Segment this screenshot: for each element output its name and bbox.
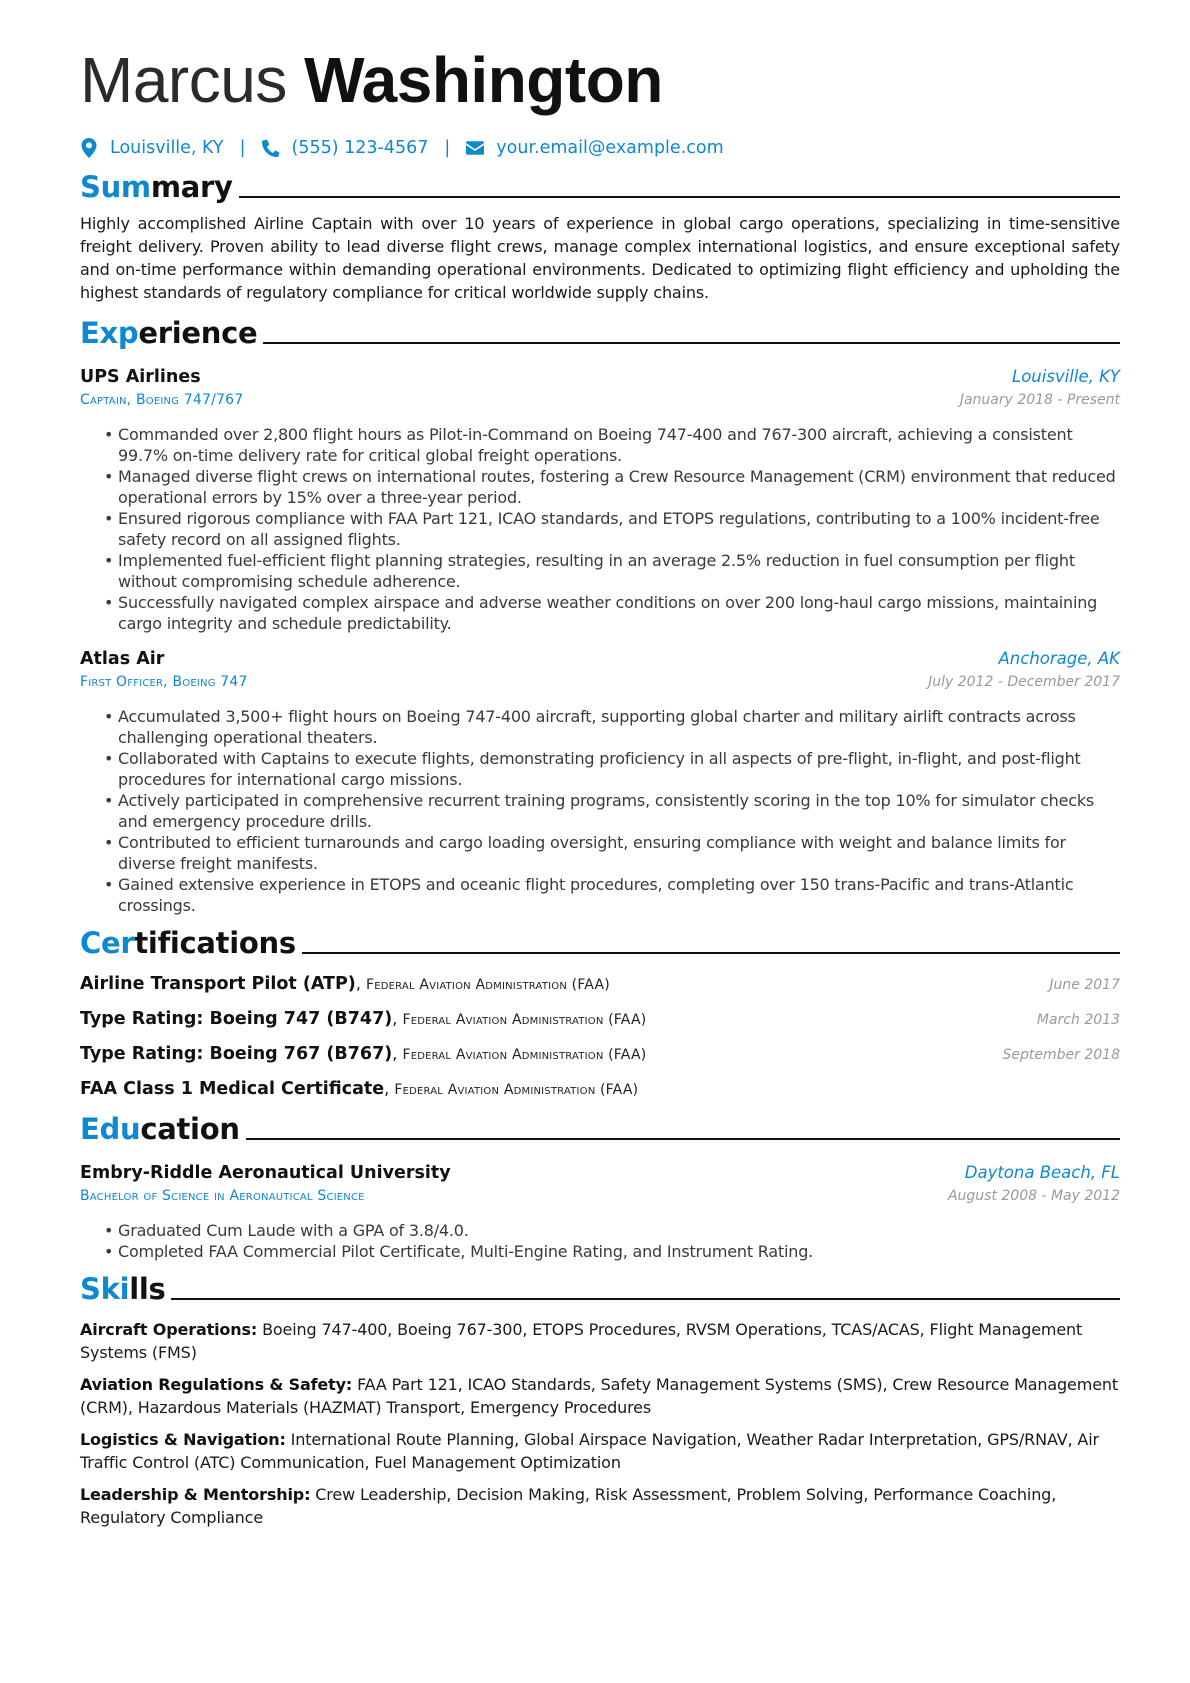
phone-icon bbox=[262, 138, 280, 158]
cert-issuer: Federal Aviation Administration (FAA) bbox=[365, 977, 610, 993]
experience-heading bbox=[80, 312, 1120, 352]
skill-text: FAA Part 121, ICAO Standards, Safety Management Systems (SMS), Crew Resource Management (CRM), Hazardous Materials (HAZMAT) Transport, Emergency Procedures bbox=[80, 1375, 1118, 1417]
email-text: your.email@example.com bbox=[496, 138, 724, 158]
contact-email[interactable] bbox=[466, 136, 723, 160]
skill-text: Crew Leadership, Decision Making, Risk Assessment, Problem Solving, Performance Coaching, Regulatory Compliance bbox=[80, 1485, 1057, 1527]
education-bullets bbox=[80, 1220, 1120, 1262]
skill-group bbox=[80, 1373, 1120, 1419]
cert-date: June 2017 bbox=[1049, 977, 1120, 993]
summary-text: Highly accomplished Airline Captain with over 10 years of experience in global cargo operations, specializing in time-sensitive freight delivery. Proven ability to lead diverse flight crews, manage complex international logistics, and ensure exceptional safety and on-time performance within demanding operational environments. Dedicated to optimizing flight efficiency and upholding the highest standards of regulatory compliance for critical worldwide supply chains. bbox=[80, 214, 1120, 302]
cert-date: March 2013 bbox=[1036, 1012, 1120, 1028]
section-title-accent: Ski bbox=[80, 1272, 130, 1306]
resume-page bbox=[80, 36, 1120, 1529]
section-title-rest: tifications bbox=[134, 926, 296, 960]
education-entry bbox=[80, 1160, 1120, 1262]
location-text: Louisville, KY bbox=[110, 138, 224, 158]
job-company: UPS Airlines bbox=[80, 367, 201, 387]
job-entry bbox=[80, 646, 1120, 916]
section-title-rest: lls bbox=[129, 1272, 166, 1306]
cert-name: Airline Transport Pilot (ATP) bbox=[80, 974, 356, 994]
skill-group bbox=[80, 1318, 1120, 1364]
envelope-icon bbox=[466, 138, 484, 158]
job-dates: July 2012 - December 2017 bbox=[928, 674, 1120, 690]
section-title-accent: Sum bbox=[80, 170, 151, 204]
contact-location bbox=[80, 136, 224, 160]
section-title-accent: Exp bbox=[80, 316, 139, 350]
section-rule bbox=[239, 196, 1120, 198]
section-rule bbox=[302, 952, 1120, 954]
map-marker-icon bbox=[80, 138, 98, 158]
list-item: • Successfully navigated complex airspace and adverse weather conditions on over 200 long-haul cargo missions, maintaining cargo integrity and schedule predictability. bbox=[104, 592, 1120, 634]
skill-label: Aviation Regulations & Safety: bbox=[80, 1375, 353, 1394]
degree: Bachelor of Science in Aeronautical Science bbox=[80, 1188, 365, 1204]
skill-label: Logistics & Navigation: bbox=[80, 1430, 286, 1449]
list-item: • Ensured rigorous compliance with FAA Part 121, ICAO standards, and ETOPS regulations, contributing to a 100% incident-free safety record on all assigned flights. bbox=[104, 508, 1120, 550]
cert-issuer: Federal Aviation Administration (FAA) bbox=[394, 1082, 639, 1098]
skill-group bbox=[80, 1483, 1120, 1529]
cert-issuer: Federal Aviation Administration (FAA) bbox=[402, 1047, 647, 1063]
section-rule bbox=[171, 1298, 1120, 1300]
list-item: • Implemented fuel-efficient flight planning strategies, resulting in an average 2.5% reduction in fuel consumption per flight without compromising schedule adherence. bbox=[104, 550, 1120, 592]
contact-phone[interactable] bbox=[262, 136, 429, 160]
section-title-rest: cation bbox=[140, 1112, 240, 1146]
list-item: • Collaborated with Captains to execute flights, demonstrating proficiency in all aspects of pre-flight, in-flight, and post-flight procedures for international cargo missions. bbox=[104, 748, 1120, 790]
section-title-accent: Edu bbox=[80, 1112, 141, 1146]
certification-row: Type Rating: Boeing 767 (B767), Federal Aviation Administration (FAA) September 2018 bbox=[80, 1042, 1120, 1067]
school-name: Embry-Riddle Aeronautical University bbox=[80, 1163, 451, 1183]
job-bullets bbox=[80, 424, 1120, 634]
list-item: • Managed diverse flight crews on international routes, fostering a Crew Resource Management (CRM) environment that reduced operational errors by 15% over a three-year period. bbox=[104, 466, 1120, 508]
skill-text: Boeing 747-400, Boeing 767-300, ETOPS Procedures, RVSM Operations, TCAS/ACAS, Flight Management Systems (FMS) bbox=[80, 1320, 1083, 1362]
cert-issuer: Federal Aviation Administration (FAA) bbox=[402, 1012, 647, 1028]
last-name: Washington bbox=[304, 44, 663, 116]
section-title-rest: mary bbox=[150, 170, 233, 204]
contact-bar bbox=[80, 136, 1120, 160]
job-company: Atlas Air bbox=[80, 649, 165, 669]
candidate-name bbox=[80, 36, 1120, 124]
list-item: • Contributed to efficient turnarounds and cargo loading oversight, ensuring compliance with weight and balance limits for diverse freight manifests. bbox=[104, 832, 1120, 874]
first-name: Marcus bbox=[80, 44, 287, 116]
school-location: Daytona Beach, FL bbox=[964, 1163, 1120, 1182]
skill-label: Aircraft Operations: bbox=[80, 1320, 258, 1339]
skills-heading bbox=[80, 1268, 1120, 1308]
list-item: • Accumulated 3,500+ flight hours on Boeing 747-400 aircraft, supporting global charter and military airlift contracts across challenging operational theaters. bbox=[104, 706, 1120, 748]
list-item: • Graduated Cum Laude with a GPA of 3.8/4.0. bbox=[104, 1220, 1120, 1241]
cert-name: Type Rating: Boeing 747 (B747) bbox=[80, 1009, 393, 1029]
certification-row: Type Rating: Boeing 747 (B747), Federal Aviation Administration (FAA) March 2013 bbox=[80, 1007, 1120, 1032]
skill-label: Leadership & Mentorship: bbox=[80, 1485, 311, 1504]
phone-text: (555) 123-4567 bbox=[291, 138, 429, 158]
list-item: • Actively participated in comprehensive recurrent training programs, consistently scoring in the top 10% for simulator checks and emergency procedure drills. bbox=[104, 790, 1120, 832]
education-dates: August 2008 - May 2012 bbox=[947, 1188, 1120, 1204]
job-bullets bbox=[80, 706, 1120, 916]
certifications-heading bbox=[80, 922, 1120, 962]
section-title-accent: Cer bbox=[80, 926, 135, 960]
list-item: • Gained extensive experience in ETOPS and oceanic flight procedures, completing over 150 trans-Pacific and trans-Atlantic crossings. bbox=[104, 874, 1120, 916]
section-rule bbox=[246, 1138, 1120, 1140]
job-role: Captain, Boeing 747/767 bbox=[80, 392, 244, 408]
list-item: • Commanded over 2,800 flight hours as Pilot-in-Command on Boeing 747-400 and 767-300 aircraft, achieving a consistent 99.7% on-time delivery rate for critical global freight operations. bbox=[104, 424, 1120, 466]
job-dates: January 2018 - Present bbox=[959, 392, 1120, 408]
cert-date: September 2018 bbox=[1002, 1047, 1120, 1063]
skill-group bbox=[80, 1428, 1120, 1474]
cert-name: Type Rating: Boeing 767 (B767) bbox=[80, 1044, 393, 1064]
job-location: Louisville, KY bbox=[1012, 367, 1120, 386]
summary-heading bbox=[80, 166, 1120, 206]
certification-row: Airline Transport Pilot (ATP), Federal Aviation Administration (FAA) June 2017 bbox=[80, 972, 1120, 997]
skill-text: International Route Planning, Global Airspace Navigation, Weather Radar Interpretation, GPS/RNAV, Air Traffic Control (ATC) Communication, Fuel Management Optimization bbox=[80, 1430, 1099, 1472]
list-item: • Completed FAA Commercial Pilot Certificate, Multi-Engine Rating, and Instrument Rating. bbox=[104, 1241, 1120, 1262]
job-entry bbox=[80, 364, 1120, 634]
contact-separator: | bbox=[444, 138, 451, 158]
job-role: First Officer, Boeing 747 bbox=[80, 674, 248, 690]
education-heading bbox=[80, 1108, 1120, 1148]
cert-name: FAA Class 1 Medical Certificate bbox=[80, 1079, 385, 1099]
section-rule bbox=[263, 342, 1120, 344]
certification-row: FAA Class 1 Medical Certificate, Federal Aviation Administration (FAA) bbox=[80, 1079, 639, 1099]
job-location: Anchorage, AK bbox=[998, 649, 1120, 668]
section-title-rest: erience bbox=[138, 316, 258, 350]
contact-separator: | bbox=[239, 138, 246, 158]
